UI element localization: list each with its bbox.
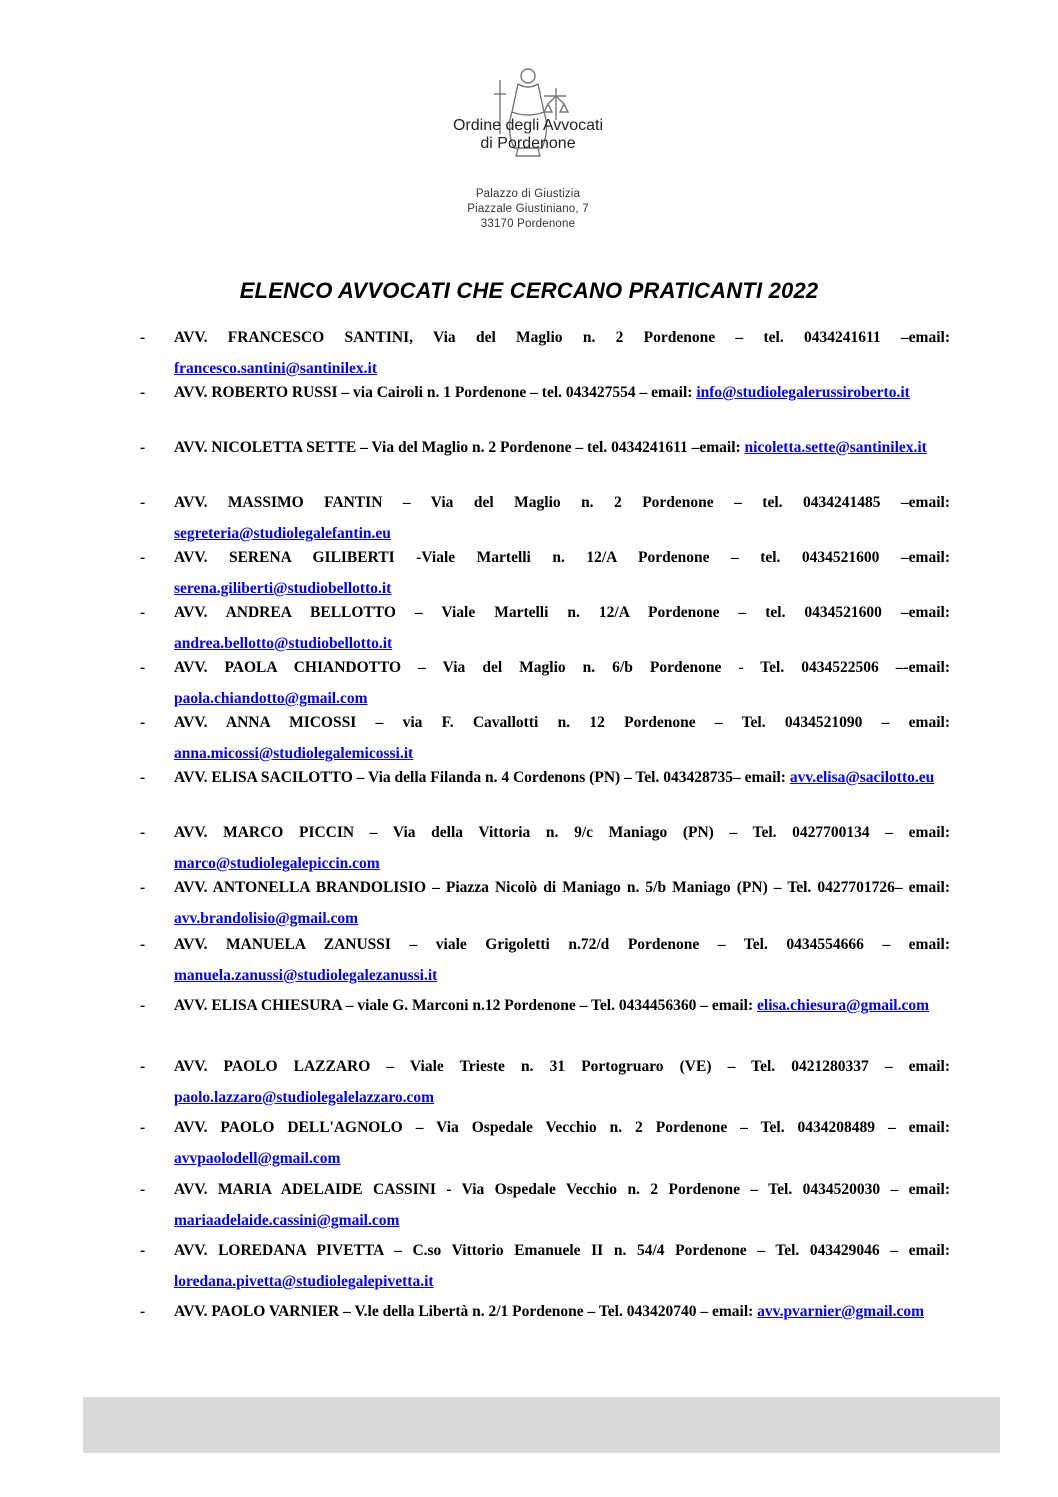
lawyer-contact-details: AVV. MARIA ADELAIDE CASSINI - Via Ospedale Vecchio n. 2 Pordenone – Tel. 0434520030 – email: xyxy=(174,1181,950,1198)
lawyer-entry xyxy=(140,707,950,769)
list-bullet: - xyxy=(140,936,146,953)
lawyer-entry-text xyxy=(174,990,950,1021)
lawyer-contact-details: AVV. MANUELA ZANUSSI – viale Grigoletti n.72/d Pordenone – Tel. 0434554666 – email: xyxy=(174,936,950,953)
list-bullet: - xyxy=(140,714,146,731)
organization-name xyxy=(420,117,636,153)
lawyer-entry xyxy=(140,1051,950,1113)
address-line-3: 33170 Pordenone xyxy=(480,218,576,230)
list-bullet: - xyxy=(140,659,146,676)
lawyer-entry xyxy=(140,487,950,549)
lawyer-entry-text xyxy=(174,542,950,604)
org-name-line-1: Ordine degli Avvocati xyxy=(452,117,603,134)
lawyer-entry xyxy=(140,1112,950,1174)
lawyer-entry xyxy=(140,929,950,991)
list-bullet: - xyxy=(140,384,146,401)
email-link[interactable]: manuela.zanussi@studiolegalezanussi.it xyxy=(174,967,438,984)
lawyer-entry-text xyxy=(174,1112,950,1174)
lawyer-entry-text xyxy=(174,707,950,769)
lawyer-entry-text xyxy=(174,762,950,793)
footer-bar xyxy=(83,1397,1000,1453)
list-bullet: - xyxy=(140,604,146,621)
lawyer-contact-details: AVV. NICOLETTA SETTE – Via del Maglio n. 2 Pordenone – tel. 0434241611 –email: xyxy=(174,439,741,456)
lawyer-entry xyxy=(140,322,950,384)
email-link[interactable]: avv.elisa@sacilotto.eu xyxy=(789,769,935,786)
email-link[interactable]: avv.pvarnier@gmail.com xyxy=(757,1303,924,1320)
lawyer-contact-details: AVV. ELISA CHIESURA – viale G. Marconi n.12 Pordenone – Tel. 0434456360 – email: xyxy=(174,997,754,1014)
email-link[interactable]: francesco.santini@santinilex.it xyxy=(174,360,377,377)
lawyer-entry-text xyxy=(174,1235,950,1297)
lawyer-contact-details: AVV. ANDREA BELLOTTO – Viale Martelli n. 12/A Pordenone – tel. 0434521600 –email: xyxy=(174,604,950,621)
lawyer-entry xyxy=(140,1174,950,1236)
lawyer-contact-details: AVV. SERENA GILIBERTI -Viale Martelli n. 12/A Pordenone – tel. 0434521600 –email: xyxy=(174,549,950,566)
email-link[interactable]: info@studiolegalerussiroberto.it xyxy=(696,384,910,401)
list-bullet: - xyxy=(140,769,146,786)
lawyer-entry xyxy=(140,817,950,879)
lawyer-contact-details: AVV. PAOLO LAZZARO – Viale Trieste n. 31 Portogruaro (VE) – Tel. 0421280337 – email: xyxy=(174,1058,950,1075)
email-link[interactable]: segreteria@studiolegalefantin.eu xyxy=(174,525,391,542)
list-bullet: - xyxy=(140,1119,146,1136)
list-bullet: - xyxy=(140,329,146,346)
list-bullet: - xyxy=(140,1303,146,1320)
lawyer-contact-details: AVV. ANTONELLA BRANDOLISIO – Piazza Nicolò di Maniago n. 5/b Maniago (PN) – Tel. 0427701726– email: xyxy=(174,879,950,896)
email-link[interactable]: andrea.bellotto@studiobellotto.it xyxy=(174,635,393,652)
lawyer-entry-text xyxy=(174,487,950,549)
lawyer-contact-details: AVV. PAOLA CHIANDOTTO – Via del Maglio n. 6/b Pordenone - Tel. 0434522506 –-email: xyxy=(174,659,950,676)
lawyer-entry xyxy=(140,377,950,408)
lawyer-contact-details: AVV. MASSIMO FANTIN – Via del Maglio n. 2 Pordenone – tel. 0434241485 –email: xyxy=(174,494,950,511)
lawyer-contact-details: AVV. PAOLO VARNIER – V.le della Libertà n. 2/1 Pordenone – Tel. 043420740 – email: xyxy=(174,1303,754,1320)
lawyer-entry xyxy=(140,990,950,1021)
lawyer-entry-text xyxy=(174,1296,950,1327)
email-link[interactable]: serena.giliberti@studiobellotto.it xyxy=(174,580,392,597)
lawyer-entry-text xyxy=(174,929,950,991)
email-link[interactable]: paolo.lazzaro@studiolegalelazzaro.com xyxy=(174,1089,435,1106)
lawyer-contact-details: AVV. FRANCESCO SANTINI, Via del Maglio n. 2 Pordenone – tel. 0434241611 –email: xyxy=(174,329,950,346)
organization-address xyxy=(420,187,636,232)
lawyer-entry-text xyxy=(174,597,950,659)
lawyer-entry xyxy=(140,652,950,714)
list-bullet: - xyxy=(140,439,146,456)
lawyer-entry-text xyxy=(174,432,950,463)
email-link[interactable]: avvpaolodell@gmail.com xyxy=(174,1150,341,1167)
list-bullet: - xyxy=(140,549,146,566)
lawyer-entry-text xyxy=(174,817,950,879)
lawyer-entry-text xyxy=(174,322,950,384)
lawyer-contact-details: AVV. LOREDANA PIVETTA – C.so Vittorio Emanuele II n. 54/4 Pordenone – Tel. 043429046 – email: xyxy=(174,1242,950,1259)
list-bullet: - xyxy=(140,824,146,841)
document-title: ELENCO AVVOCATI CHE CERCANO PRATICANTI 2022 xyxy=(239,278,819,303)
lawyer-entry-text xyxy=(174,872,950,934)
lawyer-entry xyxy=(140,1296,950,1327)
email-link[interactable]: anna.micossi@studiolegalemicossi.it xyxy=(174,745,414,762)
list-bullet: - xyxy=(140,494,146,511)
lawyer-entry-text xyxy=(174,652,950,714)
email-link[interactable]: avv.brandolisio@gmail.com xyxy=(174,910,359,927)
email-link[interactable]: marco@studiolegalepiccin.com xyxy=(174,855,380,872)
lawyer-entry xyxy=(140,1235,950,1297)
lawyer-contact-details: AVV. ROBERTO RUSSI – via Cairoli n. 1 Pordenone – tel. 043427554 – email: xyxy=(174,384,693,401)
lawyer-entry xyxy=(140,762,950,793)
list-bullet: - xyxy=(140,1058,146,1075)
lawyer-entry-text xyxy=(174,1174,950,1236)
list-bullet: - xyxy=(140,879,146,896)
org-name-line-2: di Pordenone xyxy=(480,135,576,152)
address-line-1: Palazzo di Giustizia xyxy=(475,188,581,200)
lawyer-contact-details: AVV. ANNA MICOSSI – via F. Cavallotti n. 12 Pordenone – Tel. 0434521090 – email: xyxy=(174,714,950,731)
lawyer-entry-text xyxy=(174,377,950,408)
list-bullet: - xyxy=(140,997,146,1014)
email-link[interactable]: paola.chiandotto@gmail.com xyxy=(174,690,368,707)
address-line-2: Piazzale Giustiniano, 7 xyxy=(467,203,589,215)
email-link[interactable]: nicoletta.sette@santinilex.it xyxy=(744,439,927,456)
email-link[interactable]: elisa.chiesura@gmail.com xyxy=(757,997,930,1014)
lawyer-contact-details: AVV. PAOLO DELL'AGNOLO – Via Ospedale Vecchio n. 2 Pordenone – Tel. 0434208489 – email: xyxy=(174,1119,950,1136)
letterhead xyxy=(0,60,1058,235)
email-link[interactable]: mariaadelaide.cassini@gmail.com xyxy=(174,1212,400,1229)
lawyer-entry xyxy=(140,597,950,659)
lawyer-entry-text xyxy=(174,1051,950,1113)
list-bullet: - xyxy=(140,1242,146,1259)
list-bullet: - xyxy=(140,1181,146,1198)
lawyer-entry xyxy=(140,542,950,604)
lawyer-entry xyxy=(140,432,950,463)
lawyer-entry xyxy=(140,872,950,934)
email-link[interactable]: loredana.pivetta@studiolegalepivetta.it xyxy=(174,1273,434,1290)
lawyer-contact-details: AVV. MARCO PICCIN – Via della Vittoria n. 9/c Maniago (PN) – Tel. 0427700134 – email: xyxy=(174,824,950,841)
lawyer-contact-details: AVV. ELISA SACILOTTO – Via della Filanda n. 4 Cordenons (PN) – Tel. 043428735– email: xyxy=(174,769,786,786)
